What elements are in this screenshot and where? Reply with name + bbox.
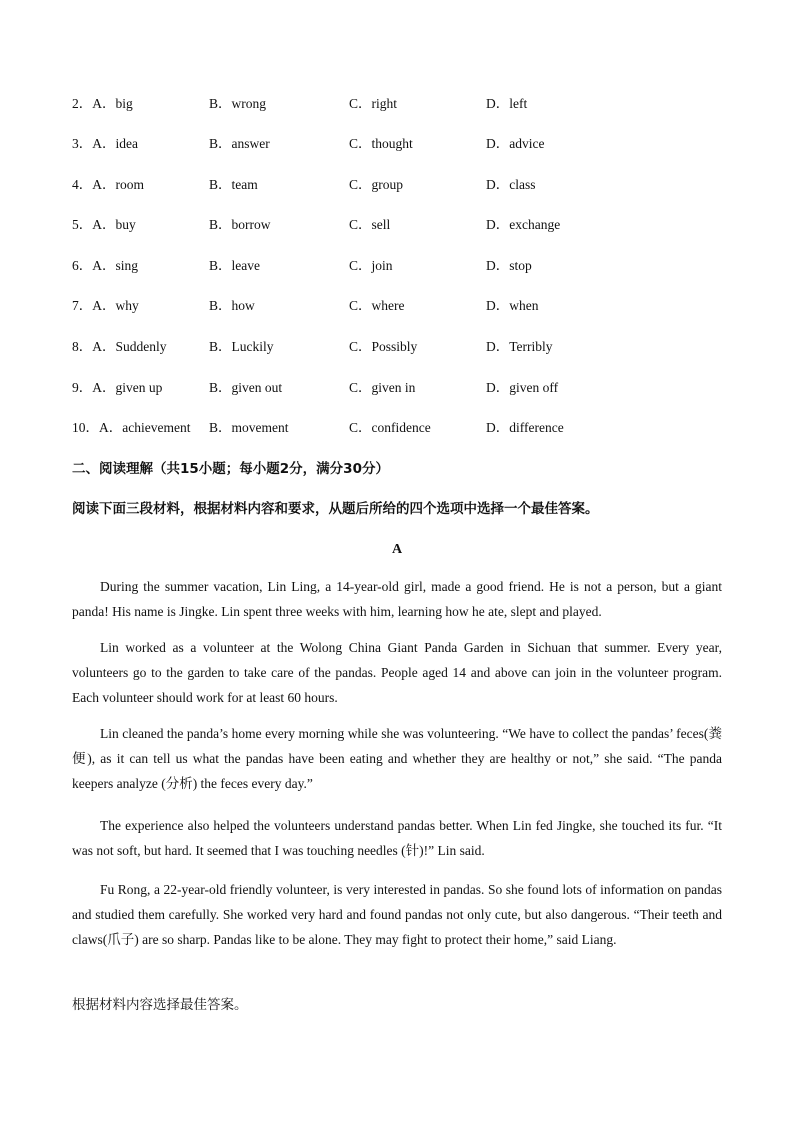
option-a: 6．A．sing: [72, 258, 139, 273]
passage-paragraph: Fu Rong, a 22-year-old friendly volunteer, is very interested in pandas. So she found lots of information on pandas and studied them carefully. She worked very hard and found pandas not only cute, but also dangerous. “Their teeth and claws(爪子) are so sharp. Pandas like to be alone. They may fight to protect their home,” said Liang.: [72, 882, 722, 947]
option-c: C．sell: [349, 217, 391, 232]
option-d: D．difference: [486, 420, 564, 435]
section-title: 二、阅读理解（共15小题；每小题2分，满分30分）: [72, 461, 389, 477]
option-d: D．Terribly: [486, 339, 553, 354]
option-b: B．how: [209, 298, 255, 313]
option-a: 9．A．given up: [72, 380, 163, 395]
option-d: D．exchange: [486, 217, 561, 232]
passage-paragraph: Lin worked as a volunteer at the Wolong China Giant Panda Garden in Sichuan that summer. Every year, volunteers go to the garden to take care of the pandas. People aged 14 and above can join in the volunteer program. Each volunteer should work for at least 60 hours.: [72, 640, 722, 705]
option-a: 4．A．room: [72, 177, 144, 192]
option-a: 2．A．big: [72, 96, 133, 111]
option-a: 7．A．why: [72, 298, 139, 313]
option-d: D．stop: [486, 258, 532, 273]
option-c: C．confidence: [349, 420, 431, 435]
option-c: C．Possibly: [349, 339, 418, 354]
option-a: 10．A．achievement: [72, 420, 191, 435]
option-d: D．advice: [486, 136, 545, 151]
option-b: B．team: [209, 177, 258, 192]
option-b: B．answer: [209, 136, 270, 151]
option-d: D．when: [486, 298, 539, 313]
option-b: B．given out: [209, 380, 283, 395]
option-d: D．given off: [486, 380, 559, 395]
option-c: C．right: [349, 96, 398, 111]
passage-paragraph: The experience also helped the volunteers understand pandas better. When Lin fed Jingke, she touched its fur. “It was not soft, but hard. It seemed that I was touching needles (针)!” Lin said.: [72, 818, 722, 858]
option-c: C．where: [349, 298, 405, 313]
passage-paragraph: Lin cleaned the panda’s home every morning while she was volunteering. “We have to collect the pandas’ feces(粪便), as it can tell us what the pandas have been eating and whether they are healthy or not,” she said. “The panda keepers analyze (分析) the feces every day.”: [72, 726, 722, 791]
option-d: D．left: [486, 96, 528, 111]
option-c: C．thought: [349, 136, 413, 151]
option-c: C．given in: [349, 380, 416, 395]
option-b: B．movement: [209, 420, 289, 435]
section-instruction: 阅读下面三段材料，根据材料内容和要求，从题后所给的四个选项中选择一个最佳答案。: [72, 501, 599, 517]
option-a: 8．A．Suddenly: [72, 339, 167, 354]
option-b: B．leave: [209, 258, 260, 273]
question-prompt: 根据材料内容选择最佳答案。: [72, 997, 248, 1013]
passage-paragraph: During the summer vacation, Lin Ling, a 14-year-old girl, made a good friend. He is not a person, but a giant panda! His name is Jingke. Lin spent three weeks with him, learning how he ate, slept and played.: [72, 579, 722, 619]
option-c: C．group: [349, 177, 403, 192]
option-c: C．join: [349, 258, 393, 273]
passage-label: A: [391, 542, 403, 557]
option-d: D．class: [486, 177, 536, 192]
option-b: B．wrong: [209, 96, 266, 111]
option-b: B．borrow: [209, 217, 271, 232]
option-a: 3．A．idea: [72, 136, 138, 151]
option-a: 5．A．buy: [72, 217, 136, 232]
option-b: B．Luckily: [209, 339, 274, 354]
